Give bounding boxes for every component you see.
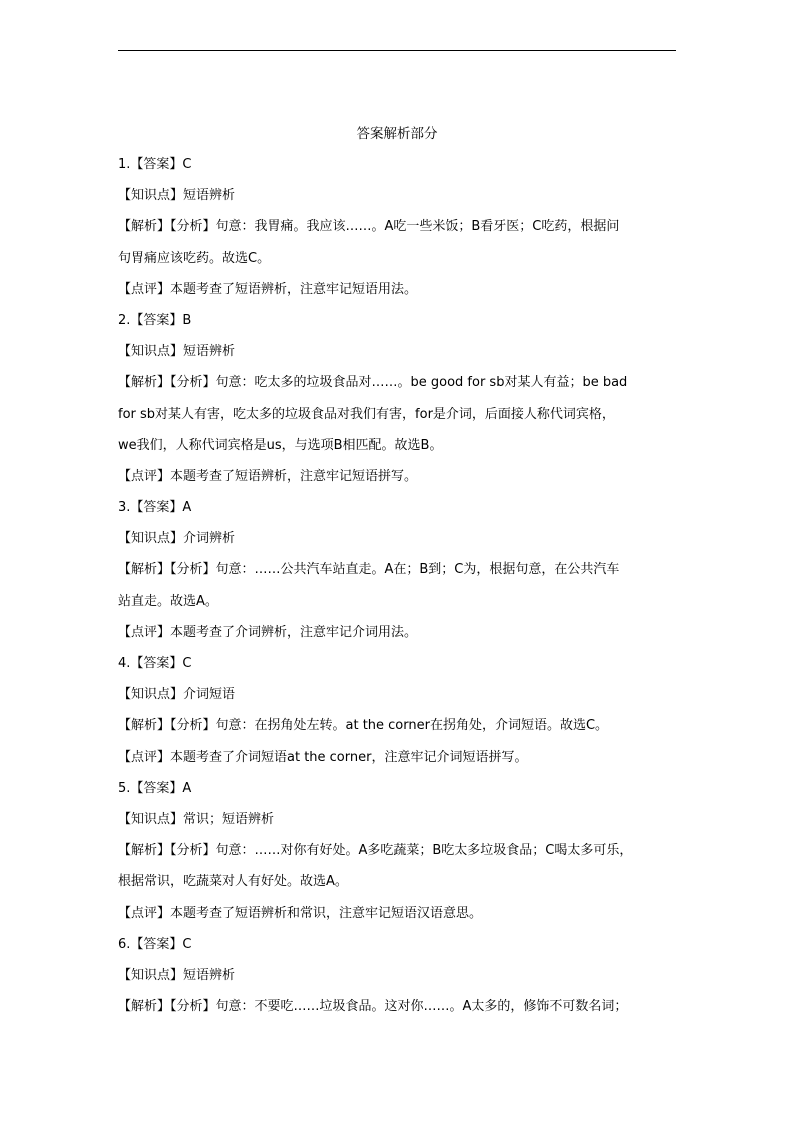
answer-content	[118, 149, 678, 1022]
text-line: 【点评】本题考查了介词辨析，注意牢记介词用法。	[118, 624, 418, 640]
text-line: 【知识点】常识；短语辨析	[118, 811, 275, 827]
text-line: 4.【答案】C	[118, 656, 192, 671]
text-line: 【解析】【分析】句意：不要吃……垃圾食品。这对你……。A太多的，修饰不可数名词；	[118, 999, 628, 1015]
text-line: 【点评】本题考查了短语辨析，注意牢记短语拼写。	[118, 468, 418, 484]
text-line: 6.【答案】C	[118, 936, 192, 952]
text-line: 【知识点】短语辨析	[118, 967, 236, 983]
text-line: 3.【答案】A	[118, 500, 192, 516]
text-line: 【点评】本题考查了短语辨析，注意牢记短语用法。	[118, 281, 418, 297]
header-rule	[118, 50, 676, 51]
text-line: 【解析】【分析】句意：在拐角处左转。at the corner在拐角处，介词短语。故选C。	[118, 718, 609, 734]
text-line: 【知识点】短语辨析	[118, 344, 236, 360]
text-line: 句胃痛应该吃药。故选C。	[118, 250, 271, 266]
text-line: 【解析】【分析】句意：……对你有好处。A多吃蔬菜；B吃太多垃圾食品；C喝太多可乐，	[118, 843, 633, 859]
text-line: 站直走。故选A。	[118, 593, 218, 609]
text-line: 【知识点】短语辨析	[118, 188, 236, 204]
section-title: 答案解析部分	[356, 126, 438, 142]
text-line: for sb对某人有害，吃太多的垃圾食品对我们有害，for是介词，后面接人称代词宾格，	[118, 406, 615, 422]
text-line: 【点评】本题考查了介词短语at the corner，注意牢记介词短语拼写。	[118, 749, 528, 765]
text-line: 1.【答案】C	[118, 157, 192, 172]
text-line: 根据常识，吃蔬菜对人有好处。故选A。	[118, 874, 348, 890]
text-line: 【知识点】介词辨析	[118, 531, 236, 547]
text-line: we我们，人称代词宾格是us，与选项B相匹配。故选B。	[118, 437, 443, 453]
text-line: 5.【答案】A	[118, 780, 192, 796]
text-line: 2.【答案】B	[118, 312, 192, 328]
text-line: 【解析】【分析】句意：吃太多的垃圾食品对……。be good for sb对某人有益；be bad	[118, 375, 628, 391]
text-line: 【解析】【分析】句意：……公共汽车站直走。A在；B到；C为，根据句意，在公共汽车	[118, 562, 620, 578]
text-line: 【知识点】介词短语	[118, 687, 236, 703]
text-line: 【解析】【分析】句意：我胃痛。我应该……。A吃一些米饭；B看牙医；C吃药，根据问	[118, 219, 620, 235]
text-line: 【点评】本题考查了短语辨析和常识，注意牢记短语汉语意思。	[118, 905, 483, 921]
